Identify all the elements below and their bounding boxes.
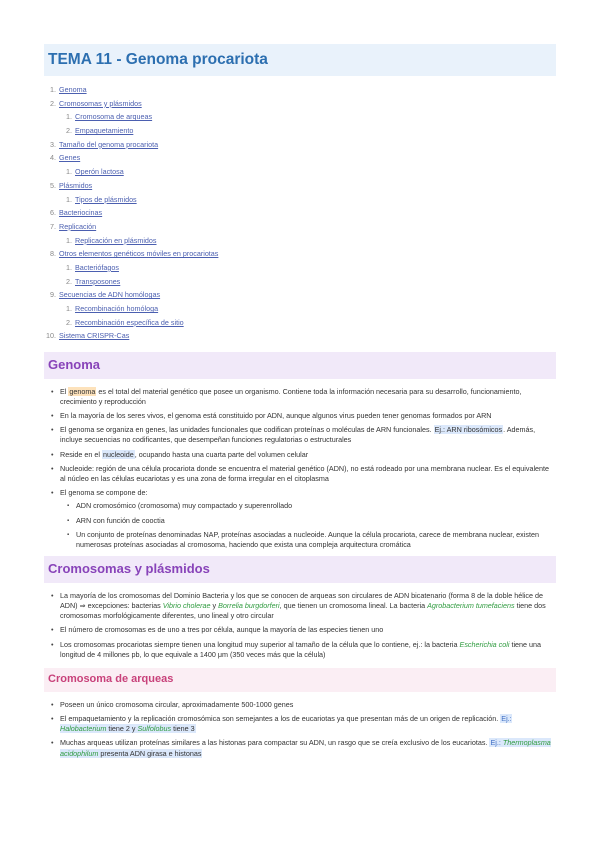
toc-number: 1. <box>66 304 72 313</box>
toc-number: 7. <box>50 221 56 231</box>
toc-number: 2. <box>66 317 72 327</box>
toc-link[interactable]: Cromosoma de arqueas <box>75 112 153 122</box>
toc-number: 1. <box>66 112 72 122</box>
toc-link[interactable]: Tamaño del genoma procariota <box>59 139 159 149</box>
toc-link[interactable]: Recombinación homóloga <box>75 304 159 313</box>
toc-item <box>44 206 556 220</box>
toc-link[interactable]: Empaquetamiento <box>75 126 134 136</box>
toc-number: 1. <box>66 167 72 177</box>
toc-link[interactable]: Tipos de plásmidos <box>75 194 137 204</box>
cromosomas-list <box>44 591 556 660</box>
highlight-example: Ej.: Thermoplasma acidophilum presenta ADN girasa e histonas <box>60 738 551 758</box>
toc-item <box>44 275 556 289</box>
toc-link[interactable]: Otros elementos genéticos móviles en procariotas <box>59 249 219 259</box>
toc-number: 2. <box>66 126 72 136</box>
section-heading-cromosomas: Cromosomas y plásmidos <box>44 556 556 582</box>
toc-item <box>44 138 556 152</box>
highlight-example: Ej.: ARN ribosómicos <box>434 425 503 435</box>
toc-item <box>44 193 556 207</box>
toc-item <box>44 110 556 124</box>
species-name: Vibrio cholerae <box>162 601 211 611</box>
toc-item <box>44 329 556 343</box>
list-item: • En la mayoría de los seres vivos, el genoma está constituido por ADN, aunque algunos virus pueden tener genomas formados por ARN <box>60 411 556 421</box>
toc-item <box>44 234 556 248</box>
toc-link[interactable]: Genes <box>59 153 81 163</box>
toc-link[interactable]: Transposones <box>75 276 121 286</box>
toc-item <box>44 151 556 165</box>
table-of-contents <box>44 83 556 343</box>
species-name: Escherichia coli <box>459 639 510 649</box>
toc-item <box>44 179 556 193</box>
toc-link[interactable]: Genoma <box>59 85 87 94</box>
toc-number: 5. <box>50 180 56 190</box>
toc-item <box>44 97 556 111</box>
toc-number: 1. <box>66 262 72 272</box>
sub-list-item: ▪ ADN cromosómico (cromosoma) muy compactado y superenrollado <box>76 501 556 511</box>
toc-number: 8. <box>50 249 56 259</box>
list-item: • Muchas arqueas utilizan proteínas similares a las histonas para compactar su ADN, un rasgo que se creía exclusivo de los eucariotas. Ej.: Thermoplasma acidophilum presenta ADN girasa e histonas <box>60 738 556 758</box>
highlight-nucleoide: nucleoide <box>102 449 134 459</box>
arqueas-list <box>44 700 556 759</box>
sub-list-item: ▪ Un conjunto de proteínas denominadas NAP, proteínas asociadas a nucleoide. Aunque la célula procariota, carece de membrana nuclear, existen numerosas proteínas asociadas al cromosoma, haciendo que exista una compleja arquitectura cromática <box>76 530 556 550</box>
toc-link[interactable]: Plásmidos <box>59 180 93 190</box>
page-title: TEMA 11 - Genoma procariota <box>44 44 556 76</box>
highlight-example: Ej.: Halobacterium tiene 2 y Sulfolobus tiene 3 <box>60 713 512 734</box>
list-item: • Los cromosomas procariotas siempre tienen una longitud muy superior al tamaño de la célula que lo contiene, ej.: la bacteria Escherichia coli tiene una longitud de 4 millones pb, lo que equivale a 1400 μm (350 veces más que la célula) <box>60 640 556 660</box>
species-name: Sulfolobus <box>137 724 172 734</box>
list-item: • Nucleoide: región de una célula procariota donde se encuentra el material genético (ADN), no está rodeado por una membrana nuclear. Es el equivalente al núcleo en las células eucariotas y es una zona de forma irregular en el citoplasma <box>60 464 556 484</box>
list-item: • El genoma es el total del material genético que posee un organismo. Contiene toda la información necesaria para su desarrollo, funcionamiento, crecimiento y reproducción <box>60 387 556 407</box>
toc-link[interactable]: Recombinación específica de sitio <box>75 317 184 327</box>
toc-link[interactable]: Replicación <box>59 221 97 231</box>
toc-item <box>44 165 556 179</box>
toc-number: 9. <box>50 290 56 300</box>
toc-item <box>44 124 556 138</box>
toc-link[interactable]: Sistema CRISPR-Cas <box>59 331 130 341</box>
list-item: • El genoma se organiza en genes, las unidades funcionales que codifican proteínas o moléculas de ARN funcionales. Ej.: ARN ribosómicos. Además, incluye secuencias no codificantes, que desempeñan funciones regulatorias o estructurales <box>60 425 556 445</box>
list-item: • Poseen un único cromosoma circular, aproximadamente 500-1000 genes <box>60 700 556 710</box>
species-name: Thermoplasma acidophilum <box>60 738 551 758</box>
toc-number: 2. <box>66 276 72 286</box>
toc-number: 6. <box>50 208 56 218</box>
toc-link[interactable]: Bacteriocinas <box>59 208 103 218</box>
genoma-list <box>44 387 556 551</box>
species-name: Halobacterium <box>60 724 107 734</box>
toc-item <box>44 220 556 234</box>
list-item: • Reside en el nucleoide, ocupando hasta una cuarta parte del volumen celular <box>60 450 556 460</box>
toc-number: 1. <box>66 194 72 204</box>
toc-item <box>44 261 556 275</box>
list-item: • El empaquetamiento y la replicación cromosómica son semejantes a los de eucariotas ya que presentan más de un origen de replicación. Ej.: Halobacterium tiene 2 y Sulfolobus tiene 3 <box>60 714 556 734</box>
section-heading-arqueas: Cromosoma de arqueas <box>44 668 556 692</box>
highlight-genoma: genoma <box>69 386 96 396</box>
toc-item <box>44 302 556 316</box>
section-heading-genoma: Genoma <box>44 352 556 378</box>
species-name: Agrobacterium tumefaciens <box>427 601 515 611</box>
genoma-sublist <box>60 501 556 550</box>
toc-item <box>44 316 556 330</box>
toc-number: 4. <box>50 153 56 163</box>
toc-link[interactable]: Operón lactosa <box>75 167 124 177</box>
list-item: • El genoma se compone de: ▪ ADN cromosómico (cromosoma) muy compactado y superenrollado ▪ ARN con función de cooctia ▪ Un conjunto de proteínas denominadas NAP, proteínas asociadas a nucleoide. Aunque la célula procariota, carece de membrana nuclear, existen numerosas proteínas asociadas al cromosoma, haciendo que exista una compleja arquitectura cromática <box>60 488 556 550</box>
toc-number: 1. <box>50 85 56 94</box>
list-item: • El número de cromosomas es de uno a tres por célula, aunque la mayoría de las especies tienen uno <box>60 625 556 635</box>
toc-link[interactable]: Cromosomas y plásmidos <box>59 98 142 108</box>
toc-item <box>44 247 556 261</box>
toc-number: 1. <box>66 235 72 245</box>
toc-number: 2. <box>50 98 56 108</box>
toc-link[interactable]: Secuencias de ADN homólogas <box>59 290 161 300</box>
sub-list-item: ▪ ARN con función de cooctia <box>76 516 556 526</box>
toc-number: 10. <box>46 331 56 341</box>
toc-link[interactable]: Bacteriófagos <box>75 262 119 272</box>
toc-item <box>44 83 556 97</box>
toc-item <box>44 288 556 302</box>
toc-link[interactable]: Replicación en plásmidos <box>75 235 157 245</box>
toc-number: 3. <box>50 139 56 149</box>
species-name: Borrelia burgdorferi <box>218 601 280 611</box>
list-item: • La mayoría de los cromosomas del Dominio Bacteria y los que se conocen de arqueas son circulares de ADN bicatenario (forma 8 de la doble hélice de ADN) ⇒ excepciones: bacterias Vibrio cholerae y Borrelia burgdorferi, que tienen un cromosoma lineal. La bacteria Agrobacterium tumefaciens tiene dos cromosomas morfológicamente diferentes, uno lineal y otro circular <box>60 591 556 622</box>
